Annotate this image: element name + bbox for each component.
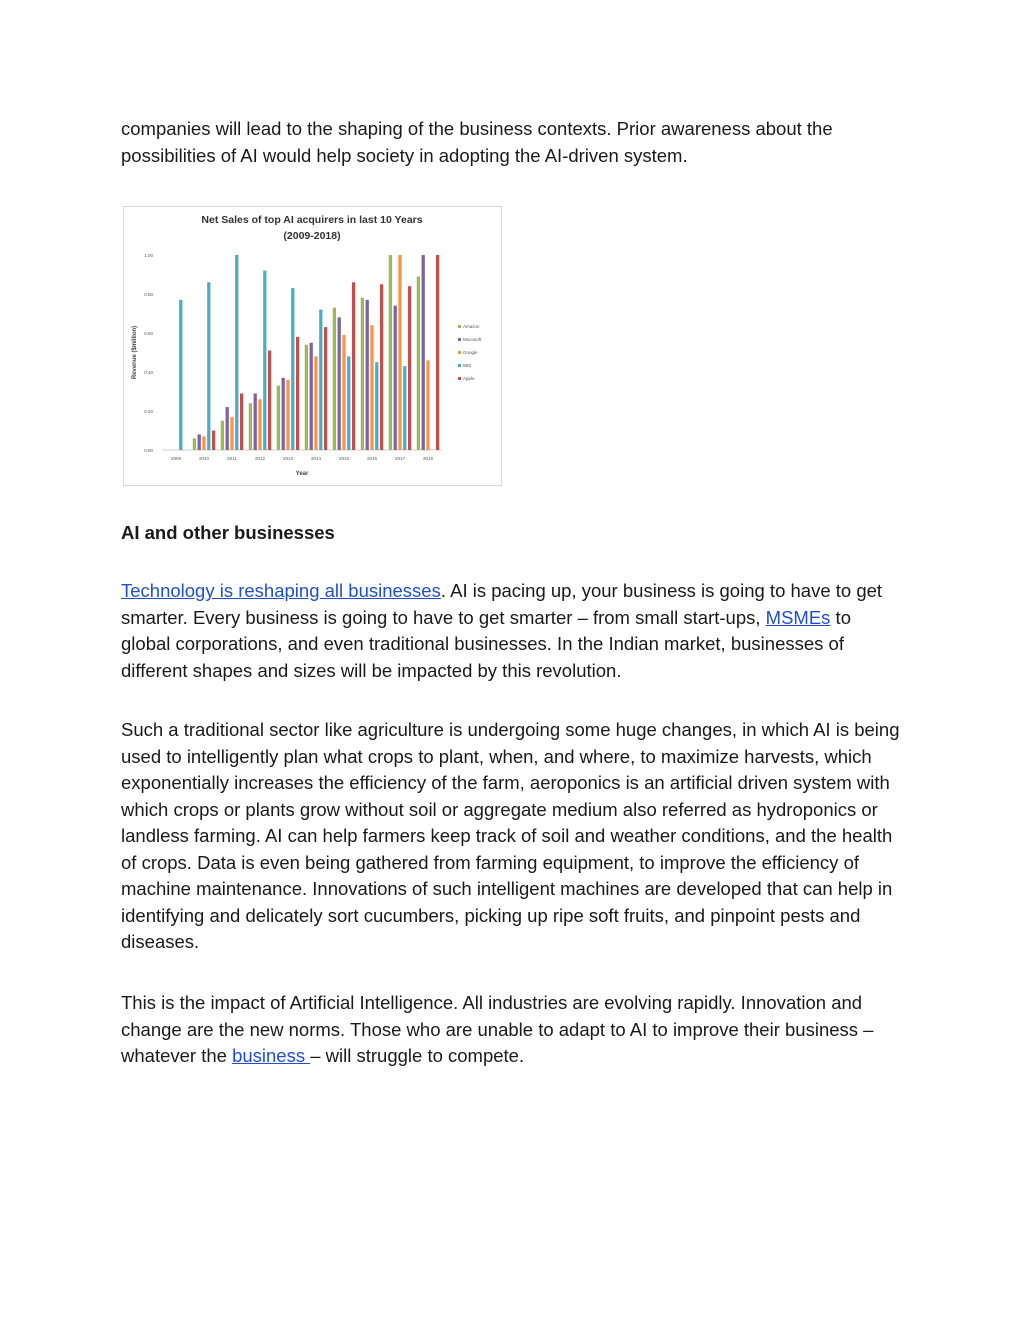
x-axis-label: Year bbox=[295, 471, 309, 477]
technology-link[interactable]: Technology is reshaping all businesses bbox=[121, 580, 441, 601]
x-tick-label: 2016 bbox=[366, 456, 378, 461]
bar-google bbox=[342, 335, 345, 450]
y-tick-label: 0.20 bbox=[144, 409, 153, 414]
bar-amazon bbox=[333, 308, 336, 450]
bar-microsoft bbox=[198, 434, 201, 450]
legend-swatch bbox=[458, 325, 461, 328]
bar-ibm bbox=[207, 282, 210, 450]
paragraph-text: . AI is pacing up, your business is going to have to get smarter. Every business is going to have to get smarter – from small start-ups, bbox=[121, 580, 883, 628]
legend-entry: IBM bbox=[463, 363, 472, 368]
x-tick-label: 2018 bbox=[422, 456, 434, 461]
bar-microsoft bbox=[422, 255, 425, 450]
x-tick-label: 2009 bbox=[170, 456, 182, 461]
bar-amazon bbox=[305, 345, 308, 450]
bar-apple bbox=[268, 351, 271, 450]
net-sales-chart bbox=[124, 207, 501, 485]
bar-apple bbox=[296, 337, 299, 450]
bar-amazon bbox=[249, 403, 252, 450]
bar-ibm bbox=[263, 271, 266, 450]
y-tick-label: 0.60 bbox=[144, 331, 153, 336]
chart-figure bbox=[123, 206, 502, 486]
legend-swatch bbox=[458, 364, 461, 367]
bar-amazon bbox=[389, 255, 392, 450]
chart-subtitle: (2009-2018) bbox=[283, 230, 341, 242]
bar-amazon bbox=[221, 421, 224, 450]
paragraph-intro: companies will lead to the shaping of the business contexts. Prior awareness about the possibilities of AI would help society in adopting the AI-driven system. bbox=[121, 118, 833, 166]
bar-google bbox=[286, 380, 289, 450]
bar-ibm bbox=[179, 300, 182, 450]
legend-swatch bbox=[458, 377, 461, 380]
y-tick-label: 0.80 bbox=[144, 292, 153, 297]
bar-apple bbox=[212, 431, 215, 451]
paragraph-impact bbox=[121, 990, 901, 1070]
bar-ibm bbox=[319, 310, 322, 450]
y-tick-label: 0.00 bbox=[144, 448, 153, 453]
legend-swatch bbox=[458, 351, 461, 354]
bar-ibm bbox=[291, 288, 294, 450]
bar-google bbox=[230, 417, 233, 450]
business-link[interactable]: business bbox=[232, 1045, 311, 1066]
bar-google bbox=[202, 436, 205, 450]
bar-ibm bbox=[375, 362, 378, 450]
bar-microsoft bbox=[282, 378, 285, 450]
x-tick-label: 2015 bbox=[338, 456, 350, 461]
x-tick-label: 2017 bbox=[394, 456, 406, 461]
paragraph-text: This is the impact of Artificial Intelligence. All industries are evolving rapidly. Innovation and change are the new norms. Those who are unable to adapt to AI to improve their business – whatever the bbox=[121, 992, 874, 1066]
paragraph-text: – will struggle to compete. bbox=[310, 1045, 525, 1066]
bar-microsoft bbox=[338, 317, 341, 450]
bar-microsoft bbox=[394, 306, 397, 450]
bar-amazon bbox=[193, 438, 196, 450]
msmes-link[interactable]: MSMEs bbox=[765, 606, 831, 628]
bar-microsoft bbox=[310, 343, 313, 450]
y-tick-label: 1.00 bbox=[144, 253, 153, 258]
paragraph-text: to global corporations, and even traditional businesses. In the Indian market, businesses of different shapes and sizes will be impacted by this revolution. bbox=[121, 606, 851, 681]
bar-apple bbox=[240, 393, 243, 450]
y-axis-label: Revenue ($million) bbox=[132, 325, 138, 380]
x-tick-label: 2012 bbox=[254, 456, 266, 461]
x-tick-label: 2014 bbox=[310, 456, 322, 461]
bar-apple bbox=[408, 286, 411, 450]
x-tick-label: 2013 bbox=[282, 456, 294, 461]
bar-ibm bbox=[347, 356, 350, 450]
legend-swatch bbox=[458, 338, 461, 341]
bar-apple bbox=[352, 282, 355, 450]
bar-microsoft bbox=[254, 393, 257, 450]
bar-google bbox=[370, 325, 373, 450]
bar-google bbox=[398, 255, 401, 450]
legend-entry: Apple bbox=[463, 376, 475, 381]
paragraph-businesses bbox=[121, 578, 901, 684]
y-tick-label: 0.40 bbox=[144, 370, 153, 375]
bar-apple bbox=[324, 327, 327, 450]
paragraph-agriculture: Such a traditional sector like agriculture is undergoing some huge changes, in which AI is being used to intelligently plan what crops to plant, when, and where, to maximize harvests, which exponentially increases the efficiency of the farm, aeroponics is an artificial driven system with which crops or plants grow without soil or aggregate medium also referred as hydroponics or landless farming. AI can help farmers keep track of soil and weather conditions, and the health of crops. Data is even being gathered from farming equipment, to improve the efficiency of machine maintenance. Innovations of such intelligent machines are developed that can help in identifying and delicately sort cucumbers, picking up ripe soft fruits, and pinpoint pests and diseases. bbox=[121, 719, 900, 952]
bar-microsoft bbox=[366, 300, 369, 450]
bar-amazon bbox=[361, 298, 364, 450]
x-tick-label: 2010 bbox=[198, 456, 210, 461]
bar-google bbox=[314, 356, 317, 450]
chart-title: Net Sales of top AI acquirers in last 10 Years bbox=[201, 214, 423, 226]
x-tick-label: 2011 bbox=[227, 456, 237, 461]
bar-ibm bbox=[403, 366, 406, 450]
bar-amazon bbox=[417, 276, 420, 450]
bar-google bbox=[258, 399, 261, 450]
bar-google bbox=[426, 360, 429, 450]
legend-entry: Google bbox=[463, 350, 478, 355]
bar-apple bbox=[380, 284, 383, 450]
bar-microsoft bbox=[226, 407, 229, 450]
legend-entry: Amazon bbox=[463, 324, 480, 329]
bar-amazon bbox=[277, 386, 280, 450]
bar-apple bbox=[436, 255, 439, 450]
legend-entry: Microsoft bbox=[463, 337, 482, 342]
bar-ibm bbox=[235, 255, 238, 450]
section-heading: AI and other businesses bbox=[121, 522, 335, 543]
